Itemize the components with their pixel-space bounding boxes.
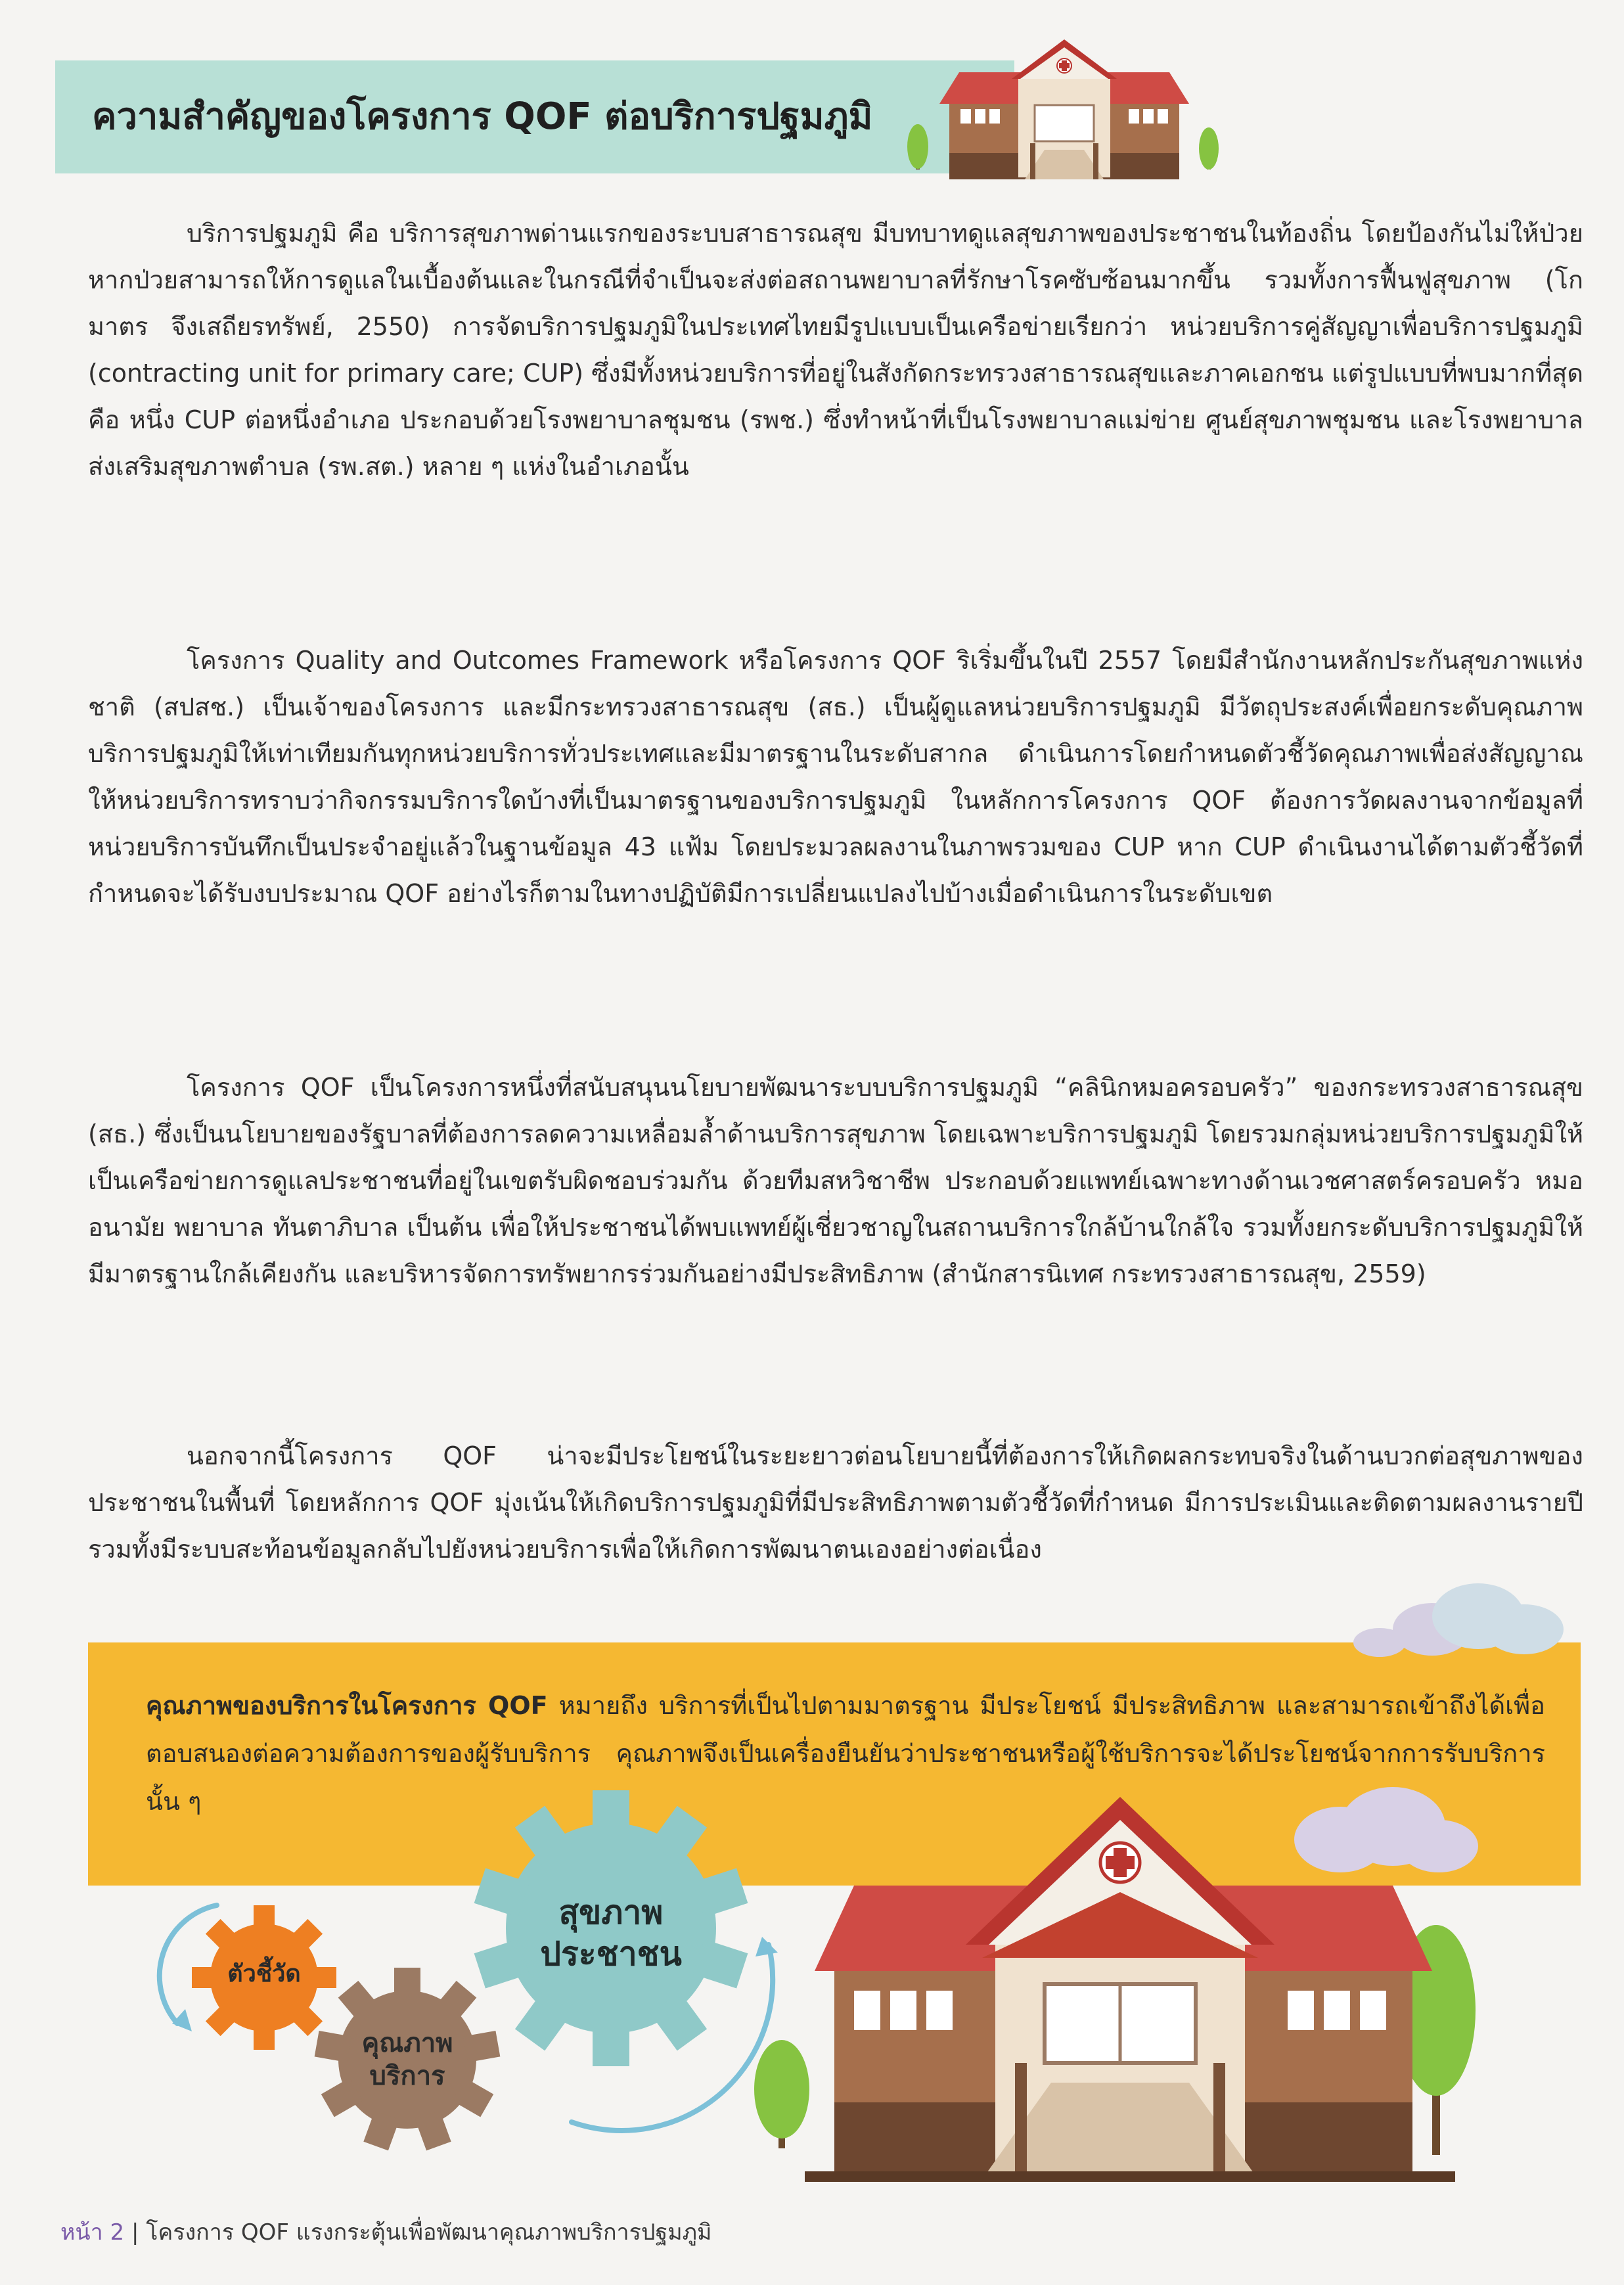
quality-definition-lead: คุณภาพของบริการในโครงการ QOF [146,1691,548,1720]
bottom-illustration [0,1459,1624,2194]
page-title: ความสำคัญของโครงการ QOF ต่อบริการปฐมภูมิ [92,95,873,138]
cloud-icon [1353,1583,1564,1657]
footer-separator: | [131,2219,139,2246]
red-cross-icon [1057,58,1071,73]
tree-icon [1199,127,1219,170]
red-cross-icon [1100,1843,1140,1882]
quality-definition-body: หมายถึง บริการที่เป็นไปตามมาตรฐาน มีประโยชน์ มีประสิทธิภาพ และสามารถเข้าถึงได้เพื่อตอบสนองต่อความต้องการของผู้รับบริการ คุณภาพจึงเป็นเครื่องยืนยันว่าประชาชนหรือผู้ใช้บริการจะได้ประโยชน์จากการรับบริการนั้น ๆ [146,1691,1545,1816]
gear-label-quality [335,2027,480,2093]
paragraph-qof-origin: โครงการ Quality and Outcomes Framework หรือโครงการ QOF ริเริ่มขึ้นในปี 2557 โดยมีสำนักงานหลักประกันสุขภาพแห่งชาติ (สปสช.) เป็นเจ้าของโครงการ และมีกระทรวงสาธารณสุข (สธ.) เป็นผู้ดูแลหน่วยบริการปฐมภูมิ มีวัตถุประสงค์เพื่อยกระดับคุณภาพบริการปฐมภูมิให้เท่าเทียมกันทุกหน่วยบริการทั่วประเทศและมีมาตรฐานในระดับสากล ดำเนินการโดยกำหนดตัวชี้วัดคุณภาพเพื่อส่งสัญญาณให้หน่วยบริการทราบว่ากิจกรรมบริการใดบ้างที่เป็นมาตรฐานของบริการปฐมภูมิ ในหลักการโครงการ QOF ต้องการวัดผลงานจากข้อมูลที่หน่วยบริการบันทึกเป็นประจำอยู่แล้วในฐานข้อมูล 43 แฟ้ม โดยประมวลผลงานในภาพรวมของ CUP หาก CUP ดำเนินงานได้ตามตัวชี้วัดที่กำหนดจะได้รับงบประมาณ QOF อย่างไรก็ตามในทางปฏิบัติมีการเปลี่ยนแปลงไปบ้างเมื่อดำเนินการในระดับเขต [88,646,1583,908]
gear-label-indicator [205,1959,323,1989]
paragraph-long-term-benefit: นอกจากนี้โครงการ QOF น่าจะมีประโยชน์ในระยะยาวต่อนโยบายนี้ที่ต้องการให้เกิดผลกระทบจริงในด้านบวกต่อสุขภาพของประชาชนในพื้นที่ โดยหลักการ QOF มุ่งเน้นให้เกิดบริการปฐมภูมิที่มีประสิทธิภาพตามตัวชี้วัดที่กำหนด มีการประเมินและติดตามผลงานรายปี รวมทั้งมีระบบสะท้อนข้อมูลกลับไปยังหน่วยบริการเพื่อให้เกิดการพัฒนาตนเองอย่างต่อเนื่อง [88,1441,1583,1564]
gear-quality-line1: คุณภาพ [361,2028,453,2058]
tree-icon [754,2040,809,2148]
quality-definition-text [146,1682,1545,1826]
gear-health-line1: สุขภาพ [558,1893,664,1932]
paragraph-primary-care: บริการปฐมภูมิ คือ บริการสุขภาพด่านแรกของระบบสาธารณสุข มีบทบาทดูแลสุขภาพของประชาชนในท้องถิ่น โดยป้องกันไม่ให้ป่วย หากป่วยสามารถให้การดูแลในเบื้องต้นและในกรณีที่จำเป็นจะส่งต่อสถานพยาบาลที่รักษาโรคซับซ้อนมากขึ้น รวมทั้งการฟื้นฟูสุขภาพ (โกมาตร จึงเสถียรทรัพย์, 2550) การจัดบริการปฐมภูมิในประเทศไทยมีรูปแบบเป็นเครือข่ายเรียกว่า หน่วยบริการคู่สัญญาเพื่อบริการปฐมภูมิ (contracting unit for primary care; CUP) ซึ่งมีทั้งหน่วยบริการที่อยู่ในสังกัดกระทรวงสาธารณสุขและภาคเอกชน แต่รูปแบบที่พบมากที่สุด คือ หนึ่ง CUP ต่อหนึ่งอำเภอ ประกอบด้วยโรงพยาบาลชุมชน (รพช.) ซึ่งทำหน้าที่เป็นโรงพยาบาลแม่ข่าย ศูนย์สุขภาพชุมชน และโรงพยาบาลส่งเสริมสุขภาพตำบล (รพ.สต.) หลาย ๆ แห่งในอำเภอนั้น [88,219,1583,481]
hospital-building-icon [939,39,1189,179]
page-footer [60,2214,1112,2251]
gear-health-line2: ประชาชน [540,1934,682,1973]
footer-text: โครงการ QOF แรงกระตุ้นเพื่อพัฒนาคุณภาพบริการปฐมภูมิ [146,2219,712,2246]
gear-label-health [519,1892,703,1974]
page-number: หน้า 2 [60,2219,125,2246]
paragraph-family-doctor-policy: โครงการ QOF เป็นโครงการหนึ่งที่สนับสนุนนโยบายพัฒนาระบบบริการปฐมภูมิ “คลินิกหมอครอบครัว” ของกระทรวงสาธารณสุข (สธ.) ซึ่งเป็นนโยบายของรัฐบาลที่ต้องการลดความเหลื่อมล้ำด้านบริการสุขภาพ โดยเฉพาะบริการปฐมภูมิ โดยรวมกลุ่มหน่วยบริการปฐมภูมิให้เป็นเครือข่ายการดูแลประชาชนที่อยู่ในเขตรับผิดชอบร่วมกัน ด้วยทีมสหวิชาชีพ ประกอบด้วยแพทย์เฉพาะทางด้านเวชศาสตร์ครอบครัว หมออนามัย พยาบาล ทันตาภิบาล เป็นต้น เพื่อให้ประชาชนได้พบแพทย์ผู้เชี่ยวชาญในสถานบริการใกล้บ้านใกล้ใจ รวมทั้งยกระดับบริการปฐมภูมิให้มีมาตรฐานใกล้เคียงกัน และบริหารจัดการทรัพยากรร่วมกันอย่างมีประสิทธิภาพ (สำนักสารนิเทศ กระทรวงสาธารณสุข, 2559) [88,1073,1583,1288]
gear-indicator-text: ตัวชี้วัด [227,1960,301,1987]
tree-icon [907,124,928,170]
gear-quality-line2: บริการ [369,2061,445,2091]
top-hospital-illustration [900,32,1229,196]
